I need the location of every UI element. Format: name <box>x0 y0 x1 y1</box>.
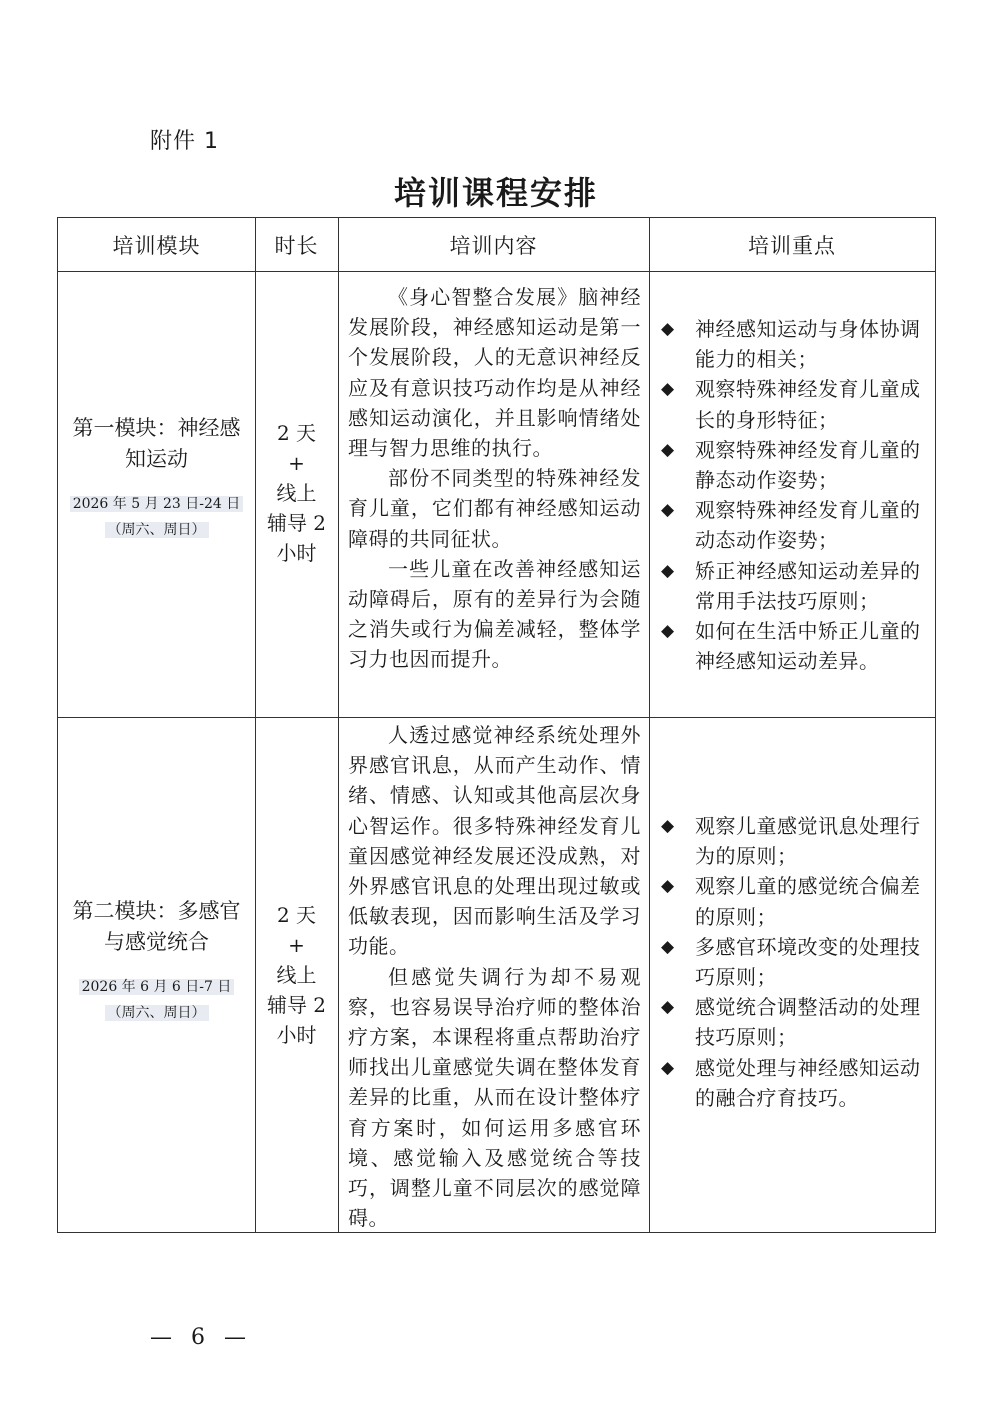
schedule-table <box>57 217 936 1233</box>
header-duration: 时长 <box>274 233 319 258</box>
key-point-item: ◆ 如何在生活中矫正儿童的神经感知运动差异。 <box>661 616 929 676</box>
module-1-duration: 2 天 + 线上 辅导 2 小时 <box>266 421 327 565</box>
diamond-bullet-icon: ◆ <box>661 816 675 836</box>
diamond-bullet-icon: ◆ <box>661 500 675 521</box>
module-2-content: 人透过感觉神经系统处理外界感官讯息，从而产生动作、情绪、情感、认知或其他高层次身心智运作。很多特殊神经发育儿童因感觉神经发展还没成熟，对外界感官讯息的处理出现过敏或低敏表现，因而影响生活及学习功能。 但感觉失调行为却不易观察，也容易误导治疗师的整体治疗方案，本课程将重点帮助治疗师找出儿童感觉失调在整体发育差异的比重，从而在设计整体疗育方案时，如何运用多感官环境、感觉输入及感觉统合等技巧，调整儿童不同层次的感觉障碍。 <box>348 723 641 1231</box>
module-2-cell <box>58 896 255 1026</box>
header-content: 培训内容 <box>449 233 538 258</box>
module-2-duration: 2 天 + 线上 辅导 2 小时 <box>266 903 327 1047</box>
key-point-item: ◆ 观察特殊神经发育儿童的动态动作姿势； <box>661 495 929 555</box>
module-1-content: 《身心智整合发展》脑神经发展阶段，神经感知运动是第一个发展阶段，人的无意识神经反应及有意识技巧动作均是从神经感知运动演化，并且影响情绪处理与智力思维的执行。 部份不同类型的特殊神经发育儿童，它们都有神经感知运动障碍的共同征状。 一些儿童在改善神经感知运动障碍后，原有的差异行为会随之消失或行为偏差减轻，整体学习力也因而提升。 <box>348 285 641 672</box>
key-point-item: ◆ 多感官环境改变的处理技巧原则； <box>661 932 929 992</box>
row-divider <box>58 271 935 272</box>
diamond-bullet-icon: ◆ <box>661 1057 675 1078</box>
key-point-item: ◆ 矫正神经感知运动差异的常用手法技巧原则； <box>661 556 929 616</box>
diamond-bullet-icon: ◆ <box>661 621 675 642</box>
module-1-name: 第一模块：神经感 知运动 <box>72 416 241 471</box>
key-point-item: ◆ 感觉统合调整活动的处理技巧原则； <box>661 992 929 1052</box>
col-divider <box>255 218 256 1232</box>
attachment-label: 附件 1 <box>150 129 219 154</box>
key-point-item: ◆ 观察儿童感觉讯息处理行为的原则； <box>661 811 929 871</box>
module-2-date: 2026 年 6 月 6 日-7 日 （周六、周日） <box>58 974 255 1026</box>
diamond-bullet-icon: ◆ <box>661 560 675 581</box>
diamond-bullet-icon: ◆ <box>661 876 675 897</box>
header-key-points: 培训重点 <box>748 233 836 258</box>
module-1-date: 2026 年 5 月 23 日-24 日 （周六、周日） <box>58 491 255 543</box>
module-1-key-points <box>661 314 929 676</box>
module-1-cell <box>58 413 255 543</box>
key-point-item: ◆ 观察特殊神经发育儿童的静态动作姿势； <box>661 435 929 495</box>
diamond-bullet-icon: ◆ <box>661 379 675 400</box>
module-2-key-points <box>661 811 929 1113</box>
key-point-item: ◆ 观察特殊神经发育儿童成长的身形特征； <box>661 374 929 434</box>
page-number: — 6 — <box>150 1325 252 1350</box>
col-divider <box>338 218 339 1232</box>
key-point-item: ◆ 观察儿童的感觉统合偏差的原则； <box>661 871 929 931</box>
page-title: 培训课程安排 <box>393 174 598 212</box>
col-divider <box>649 218 650 1232</box>
row-divider <box>58 717 935 718</box>
module-2-name: 第二模块：多感官 与感觉统合 <box>72 899 241 954</box>
diamond-bullet-icon: ◆ <box>661 936 675 957</box>
diamond-bullet-icon: ◆ <box>661 997 675 1018</box>
diamond-bullet-icon: ◆ <box>661 439 675 460</box>
header-module: 培训模块 <box>112 233 201 258</box>
key-point-item: ◆ 神经感知运动与身体协调能力的相关； <box>661 314 929 374</box>
key-point-item: ◆ 感觉处理与神经感知运动的融合疗育技巧。 <box>661 1053 929 1113</box>
diamond-bullet-icon: ◆ <box>661 319 675 339</box>
